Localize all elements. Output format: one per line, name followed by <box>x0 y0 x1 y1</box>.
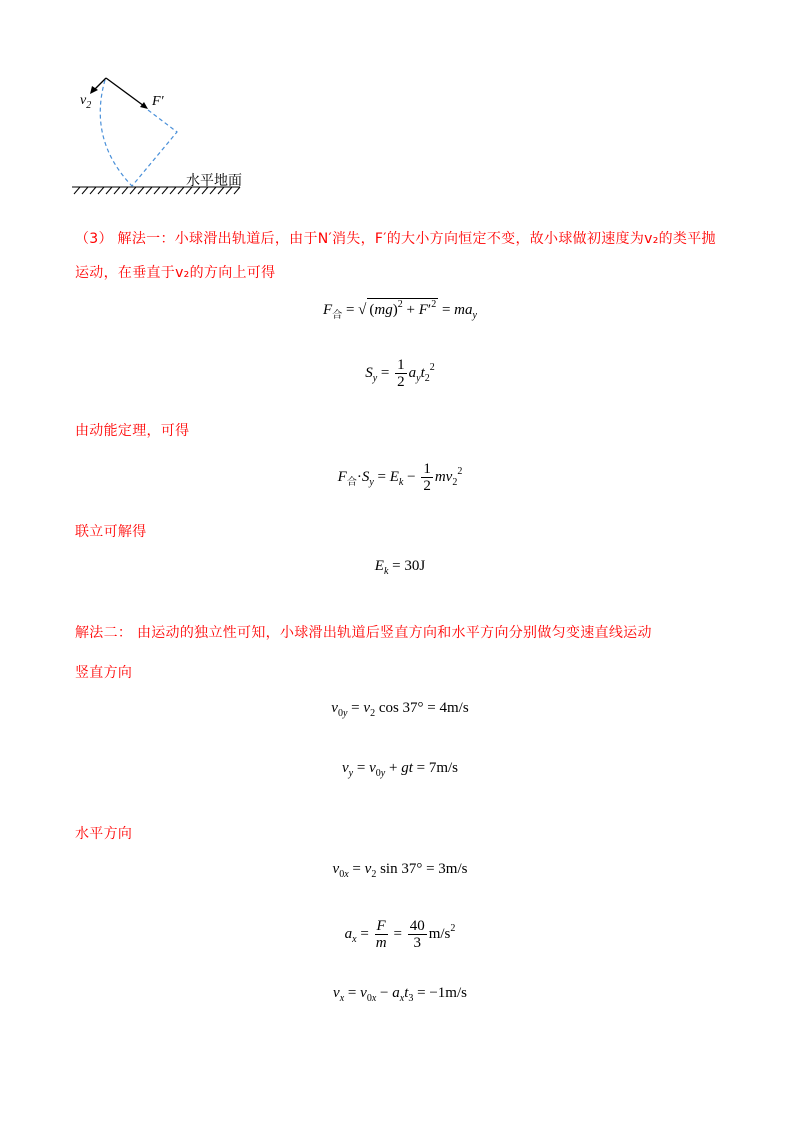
equation-4: $E_k = 30J$ <box>374 558 426 577</box>
equation-6: $v_y = v_{0y}$ + gt = 7m/s <box>342 760 458 779</box>
equation-3: $F_合\cdot S_y = E_k$ − $\frac{1}{2}$ $mv_2^2$ <box>337 461 463 494</box>
equation-2: $S_y$ = $\frac{1}{2}$ $a_yt_2^2$ <box>365 357 435 390</box>
combine-text: 联立可解得 <box>75 524 147 540</box>
equation-9: $v_x = v_{0x} - a_xt_3 = -1m/s$ <box>333 985 467 1004</box>
force-diagram <box>60 60 280 200</box>
ground-label: 水平地面 <box>186 173 242 189</box>
part3-line1: （3） 解法一：小球滑出轨道后，由于N′消失，F′的大小方向恒定不变，故小球做初速度为v₂的类平抛 <box>75 231 716 247</box>
horizontal-heading: 水平方向 <box>75 826 133 842</box>
v2-label: $v_2$ <box>80 93 92 111</box>
part3-line2: 运动，在垂直于v₂的方向上可得 <box>75 265 276 281</box>
equation-1: $F_合$ = √ $(mg)^2 + F'^2 = ma_y$ <box>323 299 477 321</box>
equation-8: $a_x$ = $\frac{F}{m}$ = $\frac{40}{3}$ $m/s^2$ <box>344 918 456 951</box>
equation-5: $v_{0y} = v_2$ cos 37° = 4m/s <box>331 700 469 719</box>
f-prime-label: F′ <box>152 94 164 109</box>
method2-intro: 解法二： 由运动的独立性可知，小球滑出轨道后竖直方向和水平方向分别做匀变速直线运动 <box>75 625 652 641</box>
energy-theorem-text: 由动能定理，可得 <box>75 423 190 439</box>
vertical-heading: 竖直方向 <box>75 665 133 681</box>
diagram-graphic <box>60 60 280 200</box>
equation-7: $v_{0x} = v_2$ sin 37° = 3m/s <box>332 861 468 880</box>
